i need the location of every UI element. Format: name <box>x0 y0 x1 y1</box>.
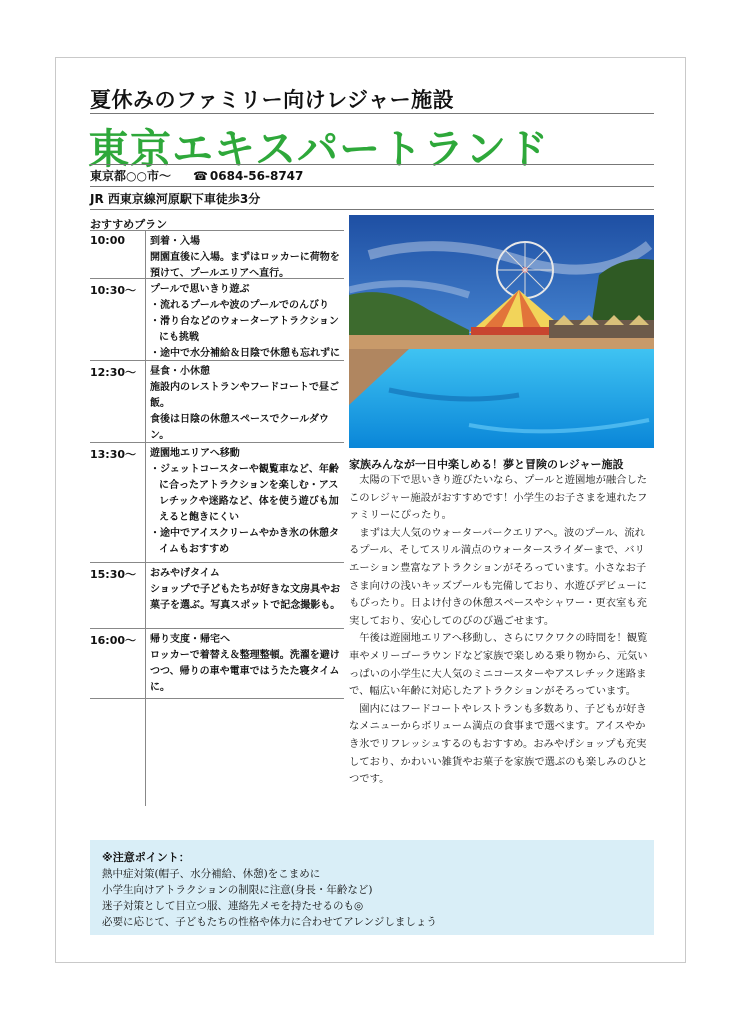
plan-time: 10:00 <box>90 234 126 247</box>
notes-heading: ※注意ポイント： <box>102 851 190 864</box>
article-title: 家族みんなが一日中楽しめる！夢と冒険のレジャー施設 <box>349 458 624 471</box>
plan-item-text: 開園直後に入場。まずはロッカーに荷物を預けて、プールエリアへ直行。 <box>150 252 340 279</box>
table-row <box>90 230 344 278</box>
table-row <box>90 278 344 360</box>
plan-detail <box>150 282 342 362</box>
article-paragraph: 園内にはフードコートやレストランも多数あり、子どもが好きなメニューからボリューム満点の食事まで選べます。アイスやかき氷でリフレッシュするのもおすすめ。おみやげショップも充実しており、かわいい雑貨やお菓子を家族で選ぶのも楽しみのひとつです。 <box>349 702 648 786</box>
plan-heading: おすすめプラン <box>90 218 168 231</box>
plan-time: 16:00～ <box>90 634 137 647</box>
table-row <box>90 360 344 442</box>
plan-item-title: 遊園地エリアへ移動 <box>150 448 240 459</box>
plan-table <box>90 230 344 806</box>
plan-item-text: 施設内のレストランやフードコートで昼ご飯。 <box>150 382 339 409</box>
table-row <box>90 628 344 698</box>
plan-detail <box>150 364 342 444</box>
plan-time: 15:30～ <box>90 568 137 581</box>
plan-bullet: ・滑り台などのウォーターアトラクションにも挑戦 <box>150 316 339 343</box>
plan-bullet: ・途中で水分補給＆日陰で休憩も忘れずに <box>150 348 340 359</box>
plan-bullet: ・流れるプールや波のプールでのんびり <box>150 300 329 311</box>
plan-detail <box>150 566 342 614</box>
page-subtitle: 夏休みのファミリー向けレジャー施設 <box>90 88 455 112</box>
plan-detail <box>150 632 342 696</box>
plan-item-title: 帰り支度・帰宅へ <box>150 634 230 645</box>
article-paragraph: 太陽の下で思いきり遊びたいなら、プールと遊園地が融合したこのレジャー施設がおすすめです！小学生のお子さまを連れたファミリーにぴったり。 <box>349 474 648 522</box>
plan-bullet: ・ジェットコースターや観覧車など、年齢に合ったアトラクションを楽しむ・アスレチックや迷路など、体を使う遊びも加えると飽きにくい <box>150 464 339 523</box>
plan-detail <box>150 234 342 282</box>
article-paragraph: 午後は遊園地エリアへ移動し、さらにワクワクの時間を！観覧車やメリーゴーラウンドなど家族で楽しめる乗り物から、元気いっぱいの小学生に大人気のミニコースターやアスレチック迷路まで、幅広い年齢に対応したアトラクションがそろっています。 <box>349 632 648 698</box>
phone-icon: ☎ <box>192 169 208 183</box>
plan-bullet: ・途中でアイスクリームやかき氷の休憩タイムもおすすめ <box>150 528 339 555</box>
plan-item-text: ロッカーで着替え＆整理整頓。洗濯を避けつつ、帰りの車や電車ではうたた寝タイムに。 <box>150 650 340 693</box>
divider <box>90 113 654 114</box>
plan-item-text: 食後は日陰の休憩スペースでクールダウン。 <box>150 414 329 441</box>
notes-box <box>90 840 654 935</box>
access-info: JR 西東京線河原駅下車徒歩3分 <box>90 192 261 206</box>
note-line: 熱中症対策(帽子、水分補給、休憩)をこまめに <box>102 868 321 880</box>
plan-item-text: ショップで子どもたちが好きな文房具やお菓子を選ぶ。写真スポットで記念撮影も。 <box>150 584 341 611</box>
plan-time: 12:30～ <box>90 366 137 379</box>
plan-time: 13:30～ <box>90 448 137 461</box>
table-row <box>90 562 344 628</box>
table-row <box>90 442 344 562</box>
divider <box>90 164 654 165</box>
page-title: 東京エキスパートランド <box>88 125 550 173</box>
article-paragraph: まずは大人気のウォーターパークエリアへ。波のプール、流れるプール、そしてスリル満点のウォータースライダーまで、バリエーション豊富なアトラクションがそろっています。小さなお子さま向けの浅いキッズプールも完備しており、水遊びデビューにもぴったり。日よけ付きの休憩スペースやシャワー・更衣室も充実しており、安心してのびのび過ごせます。 <box>349 526 647 627</box>
divider <box>90 209 654 210</box>
plan-item-title: おみやげタイム <box>150 568 220 579</box>
table-row-empty <box>90 698 344 806</box>
note-line: 必要に応じて、子どもたちの性格や体力に合わせてアレンジしましょう <box>102 916 437 928</box>
divider <box>90 186 654 187</box>
plan-item-title: 到着・入場 <box>150 236 200 247</box>
plan-time: 10:30～ <box>90 284 137 297</box>
phone-number: 0684-56-8747 <box>209 169 304 183</box>
note-line: 小学生向けアトラクションの制限に注意(身長・年齢など) <box>102 884 373 896</box>
article-body <box>349 472 654 789</box>
plan-item-title: プールで思いきり遊ぶ <box>150 284 250 295</box>
plan-item-title: 昼食・小休憩 <box>150 366 210 377</box>
resort-photo <box>349 215 654 448</box>
note-line: 迷子対策として目立つ服、連絡先メモを持たせるのも◎ <box>102 900 364 912</box>
contact-line <box>90 167 303 184</box>
address: 東京都○○市～ <box>90 169 171 183</box>
plan-detail <box>150 446 342 558</box>
